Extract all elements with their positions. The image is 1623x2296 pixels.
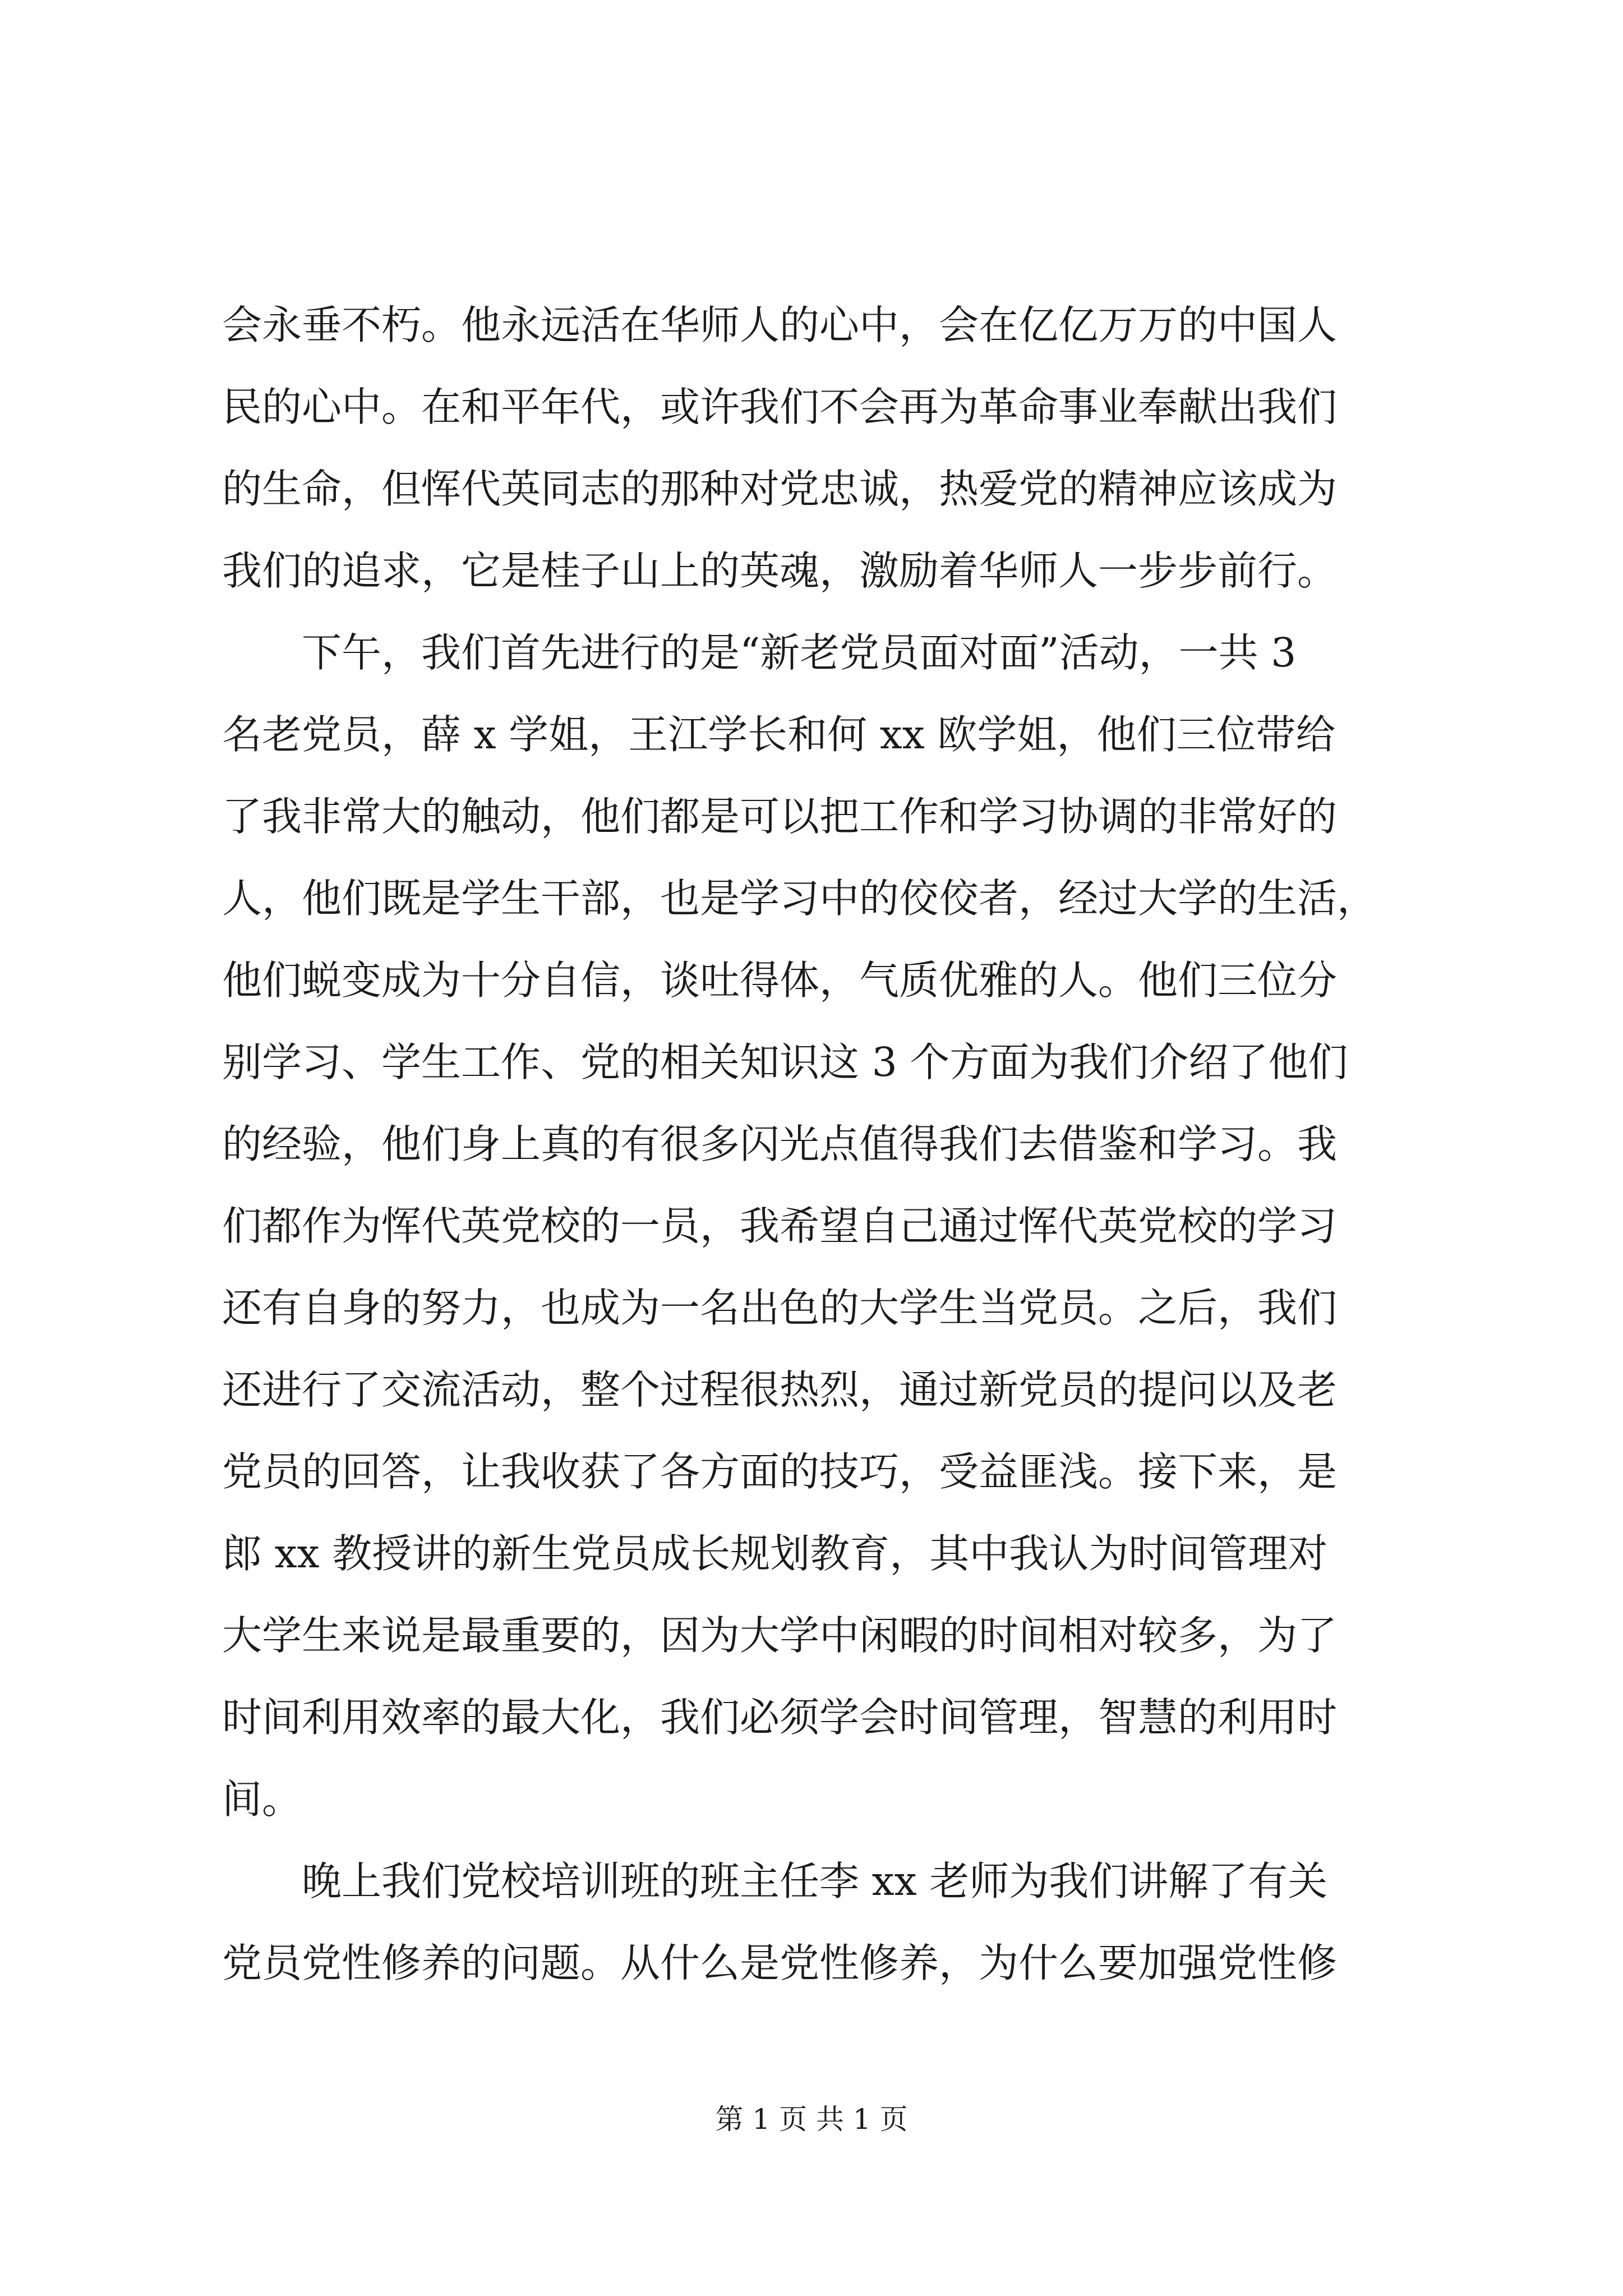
text-line: 名老党员，薛 x 学姐，王江学长和何 xx 欧学姐，他们三位带给 (222, 711, 1336, 758)
paragraph-first-line: 下午，我们首先进行的是“新老党员面对面”活动，一共 3 (302, 629, 1297, 676)
text-line: 的生命，但恽代英同志的那种对党忠诚，热爱党的精神应该成为 (222, 466, 1338, 512)
paragraph-first-line: 晚上我们党校培训班的班主任李 xx 老师为我们讲解了有关 (302, 1858, 1328, 1904)
text-line: 大学生来说是最重要的，因为大学中闲暇的时间相对较多，为了 (222, 1612, 1338, 1659)
text-line: 们都作为恽代英党校的一员，我希望自己通过恽代英党校的学习 (222, 1203, 1338, 1249)
text-line: 时间利用效率的最大化，我们必须学会时间管理，智慧的利用时 (222, 1694, 1338, 1741)
text-line: 间。 (222, 1776, 302, 1823)
text-line: 会永垂不朽。他永远活在华师人的心中，会在亿亿万万的中国人 (222, 302, 1338, 348)
text-line: 了我非常大的触动，他们都是可以把工作和学习协调的非常好的 (222, 793, 1338, 840)
text-line: 民的心中。在和平年代，或许我们不会再为革命事业奉献出我们 (222, 384, 1338, 430)
text-line: 他们蜕变成为十分自信，谈吐得体，气质优雅的人。他们三位分 (222, 957, 1338, 1004)
text-line: 郎 xx 教授讲的新生党员成长规划教育，其中我认为时间管理对 (222, 1530, 1328, 1577)
text-line: 别学习、学生工作、党的相关知识这 3 个方面为我们介绍了他们 (222, 1039, 1348, 1085)
text-line: 党员党性修养的问题。从什么是党性修养，为什么要加强党性修 (222, 1940, 1338, 1986)
text-line: 党员的回答，让我收获了各方面的技巧，受益匪浅。接下来，是 (222, 1448, 1338, 1495)
text-line: 人，他们既是学生干部，也是学习中的佼佼者，经过大学的生活， (222, 875, 1377, 922)
text-line: 的经验，他们身上真的有很多闪光点值得我们去借鉴和学习。我 (222, 1121, 1338, 1167)
text-line: 我们的追求，它是桂子山上的英魂，激励着华师人一步步前行。 (222, 547, 1338, 594)
text-line: 还有自身的努力，也成为一名出色的大学生当党员。之后，我们 (222, 1285, 1338, 1331)
page-number-footer: 第 1 页 共 1 页 (715, 2103, 908, 2136)
text-line: 还进行了交流活动，整个过程很热烈，通过新党员的提问以及老 (222, 1366, 1338, 1413)
